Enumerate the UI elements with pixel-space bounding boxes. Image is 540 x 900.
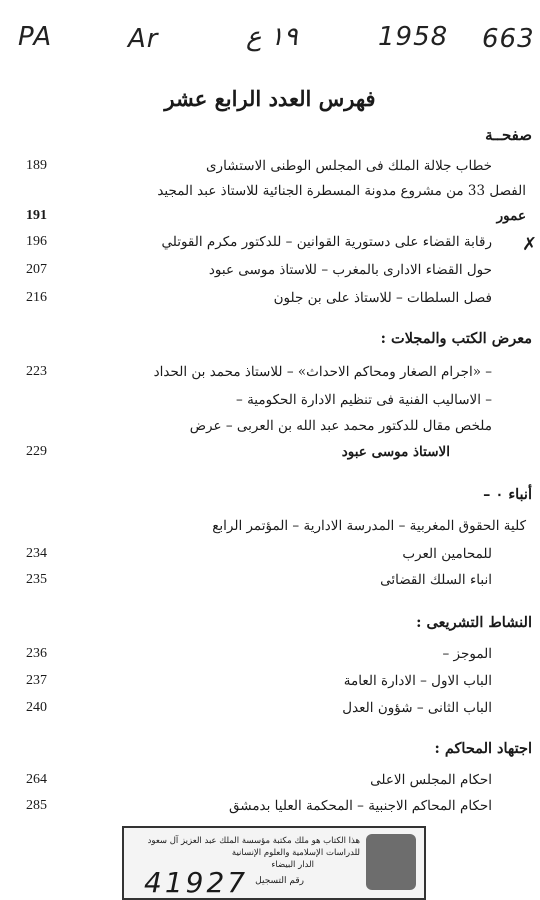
stamp-text-line-2: للدراسات الإسلامية والعلوم الإنسانية (231, 848, 360, 858)
page-number: 264 (26, 772, 47, 787)
toc-entry (0, 158, 540, 182)
page-title: فهرس العدد الرابع عشر (164, 86, 376, 111)
entry-text: انباء السلك القضائى (380, 572, 492, 588)
toc-entry (0, 262, 540, 286)
section-heading-books: معرض الكتب والمجلات : (380, 330, 532, 347)
handwritten-mark-5: 663 (482, 24, 535, 54)
page-number: 235 (26, 572, 47, 587)
entry-text: عمور (496, 208, 526, 224)
entry-text: – «اجرام الصغار ومحاكم الاحداث» – للاستاذ محمد بن الحداد (153, 364, 492, 380)
page-number: 240 (26, 700, 47, 715)
handwritten-mark-1: PA (18, 22, 53, 52)
stamp-registration-number: 41927 (144, 866, 249, 899)
stamp-text-line-1: هذا الكتاب هو ملك مكتبة مؤسسة الملك عبد العزيز آل سعود (147, 836, 360, 846)
toc-entry (0, 673, 540, 697)
page-number: 223 (26, 364, 47, 379)
toc-entry (0, 183, 540, 207)
toc-entry (0, 418, 540, 442)
page-column-label: صفحــة (485, 126, 532, 144)
entry-text: – الاساليب الفنية فى تنظيم الادارة الحكومية – (236, 392, 492, 408)
entry-text: الباب الثانى – شؤون العدل (342, 700, 492, 716)
entry-text: ملخص مقال للدكتور محمد عبد الله بن العربى – عرض (189, 418, 492, 434)
toc-entry (0, 444, 540, 468)
page-number: 191 (26, 208, 47, 223)
stamp-text-line-3: الدار البيضاء (271, 860, 314, 870)
stamp-seal-icon (366, 834, 416, 890)
page-number: 189 (26, 158, 47, 173)
handwritten-mark-2: Ar (128, 24, 159, 54)
entry-text: الموجز – (442, 646, 492, 662)
library-stamp (122, 826, 426, 900)
toc-entry (0, 646, 540, 670)
entry-text: الاستاذ موسى عبود (341, 444, 450, 460)
section-heading-news: أنباء ٠ – (483, 486, 532, 503)
toc-entry (0, 546, 540, 570)
toc-entry (0, 392, 540, 416)
toc-entry (0, 700, 540, 724)
entry-text: احكام المحاكم الاجنبية – المحكمة العليا بدمشق (229, 798, 492, 814)
page-number: 207 (26, 262, 47, 277)
entry-text: للمحامين العرب (402, 546, 492, 562)
entry-text: خطاب جلالة الملك فى المجلس الوطنى الاستشارى (205, 158, 492, 174)
section-heading-jurisprudence: اجتهاد المحاكم : (434, 740, 532, 757)
page-number: 285 (26, 798, 47, 813)
stamp-registration-label: رقم التسجيل (255, 876, 304, 886)
entry-text: حول القضاء الادارى بالمغرب – للاستاذ موسى عبود (208, 262, 492, 278)
toc-entry (0, 772, 540, 796)
toc-entry (0, 798, 540, 822)
toc-entry (0, 234, 540, 258)
entry-text: الباب الاول – الادارة العامة (343, 673, 492, 689)
entry-text: الفصل 33 من مشروع مدونة المسطرة الجنائية للاستاذ عبد المجيد (157, 183, 526, 199)
handwritten-mark-3: ١٩ ع (246, 22, 298, 52)
entry-text: احكام المجلس الاعلى (370, 772, 492, 788)
page-number: 237 (26, 673, 47, 688)
toc-entry (0, 572, 540, 596)
page-number: 216 (26, 290, 47, 305)
page-number: 234 (26, 546, 47, 561)
toc-entry (0, 364, 540, 388)
section-heading-legislation: النشاط التشريعى : (416, 614, 532, 631)
toc-entry (0, 518, 540, 542)
page-number: 236 (26, 646, 47, 661)
toc-entry (0, 208, 540, 232)
page-number: 196 (26, 234, 47, 249)
page-number: 229 (26, 444, 47, 459)
toc-entry (0, 290, 540, 314)
entry-text: رقابة القضاء على دستورية القوانين – للدكتور مكرم القوتلي (161, 234, 492, 250)
entry-text: فصل السلطات – للاستاذ على بن جلون (273, 290, 492, 306)
handwritten-mark-4: 1958 (378, 22, 449, 52)
handwritten-check: ✗ (522, 234, 538, 255)
entry-text: كلية الحقوق المغربية – المدرسة الادارية – المؤتمر الرابع (212, 518, 526, 534)
